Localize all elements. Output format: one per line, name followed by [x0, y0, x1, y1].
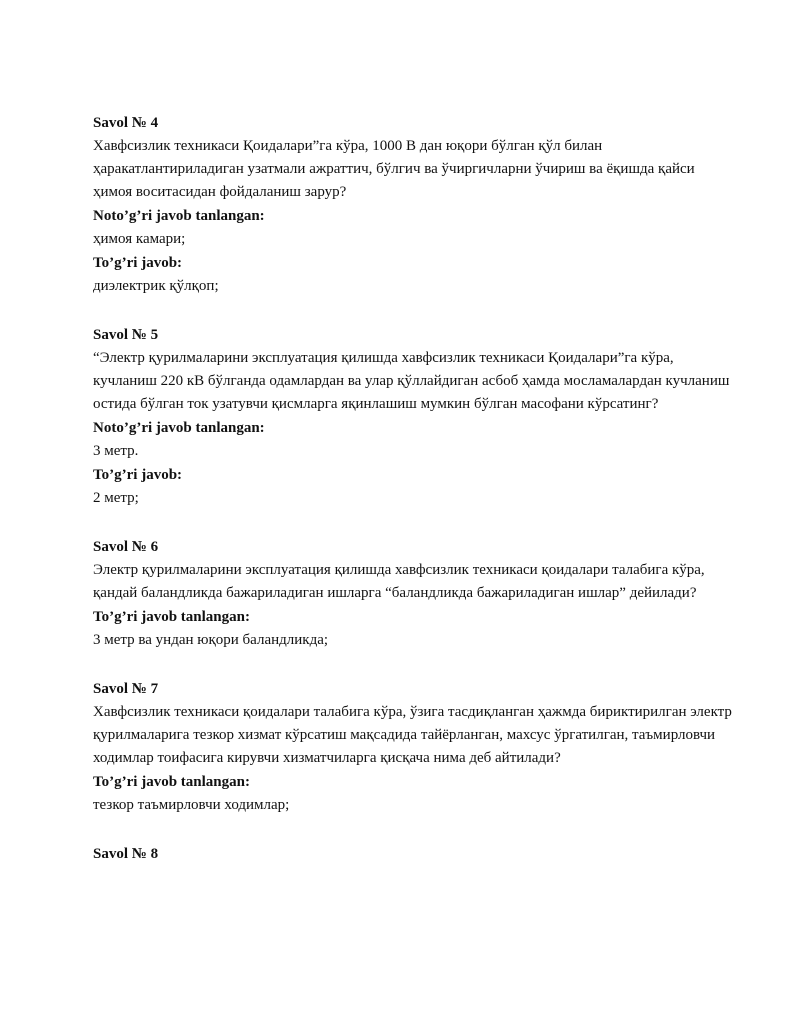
- question-title: Savol № 6: [93, 539, 159, 555]
- wrong-answer-text: ҳимоя камари;: [93, 231, 186, 247]
- question-title: Savol № 8: [93, 846, 159, 862]
- wrong-answer-label: Noto’g’ri javob tanlangan:: [93, 420, 265, 436]
- question-title: Savol № 5: [93, 327, 159, 343]
- correct-selected-answer: 3 метр ва ундан юқори баландликда;: [93, 632, 329, 648]
- document-page: [93, 112, 733, 892]
- question-text: “Электр қурилмаларини эксплуатация қилишда хавфсизлик техникаси Қоидалари”га кўра, кучланиш 220 кВ бўлганда одамлардан ва улар қўллайдиган асбоб ҳамда мосламалардан кучланиш остида бўлган ток узатувчи қисмларга яқинлашиш мумкин бўлган масофани кўрсатинг?: [93, 350, 730, 412]
- question-text: Хавфсизлик техникаси Қоидалари”га кўра, 1000 В дан юқори бўлган қўл билан ҳаракатлантириладиган узатмали ажраттич, бўлгич ва ўчиргичларни ўчириш ва ёқишда қайси ҳимоя воситасидан фойдаланиш зарур?: [93, 138, 695, 200]
- correct-answer-text: 2 метр;: [93, 490, 139, 506]
- question-text: Хавфсизлик техникаси қоидалари талабига кўра, ўзига тасдиқланган ҳажмда бириктирилган электр қурилмаларига тезкор хизмат кўрсатиш мақсадида тайёрланган, махсус ўргатилган, таъмирловчи ходимлар тоифасига кирувчи хизматчиларга қисқача нима деб айтилади?: [93, 704, 732, 766]
- question-block-7: [93, 678, 733, 817]
- correct-answer-label: To’g’ri javob:: [93, 467, 183, 483]
- wrong-answer-text: 3 метр.: [93, 443, 139, 459]
- question-text: Электр қурилмаларини эксплуатация қилишда хавфсизлик техникаси қоидалари талабига кўра, қандай баландликда бажариладиган ишларга “баландликда бажариладиган ишлар” дейилади?: [93, 562, 705, 601]
- correct-selected-label: To’g’ri javob tanlangan:: [93, 609, 250, 625]
- question-block-4: [93, 112, 733, 298]
- correct-selected-label: To’g’ri javob tanlangan:: [93, 774, 250, 790]
- correct-selected-answer: тезкор таъмирловчи ходимлар;: [93, 797, 290, 813]
- wrong-answer-label: Noto’g’ri javob tanlangan:: [93, 208, 265, 224]
- question-title: Savol № 7: [93, 681, 159, 697]
- question-title: Savol № 4: [93, 115, 159, 131]
- correct-answer-label: To’g’ri javob:: [93, 255, 183, 271]
- question-block-5: [93, 324, 733, 510]
- correct-answer-text: диэлектрик қўлқоп;: [93, 278, 219, 294]
- question-block-6: [93, 536, 733, 652]
- question-block-8: [93, 843, 733, 866]
